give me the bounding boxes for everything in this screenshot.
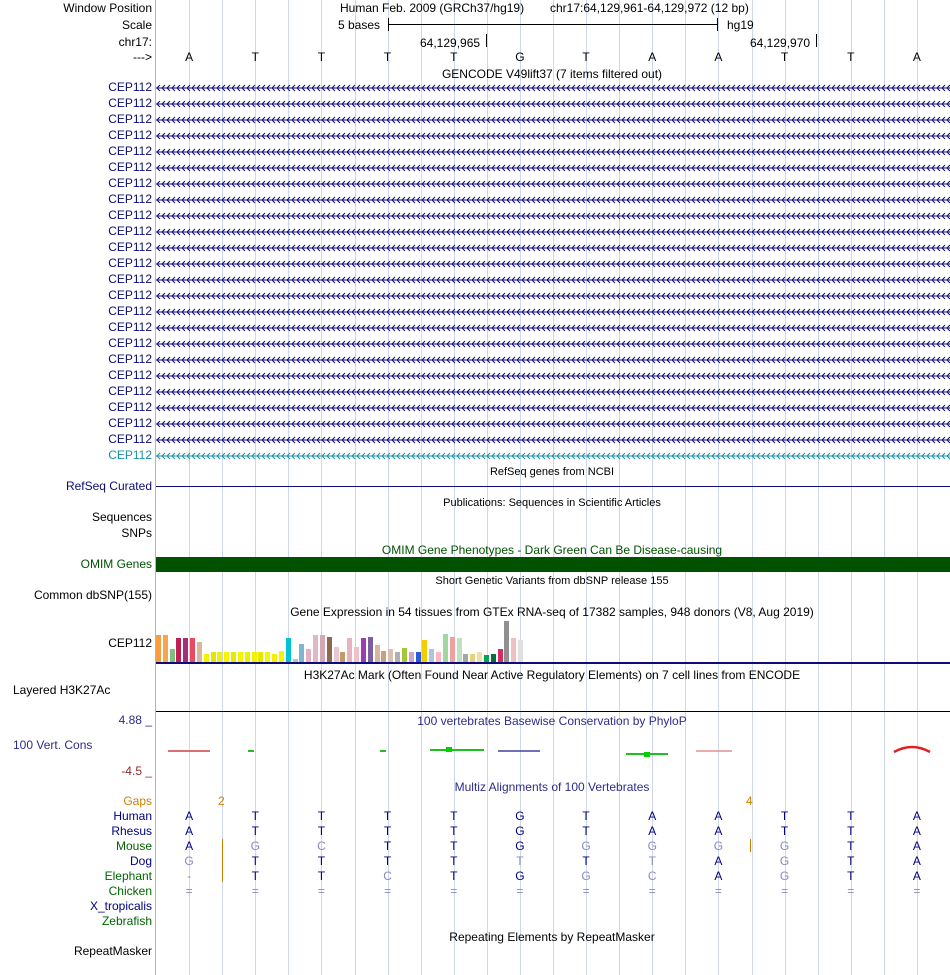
gencode-gene-label[interactable]: CEP112 <box>108 224 152 238</box>
position-label: chr17:64,129,961-64,129,972 (12 bp) <box>550 1 749 15</box>
gtex-tissue-bar[interactable] <box>320 635 325 662</box>
alignment-base: T <box>317 869 326 883</box>
alignment-base: T <box>450 824 458 838</box>
gtex-tissue-bar[interactable] <box>375 645 380 662</box>
gtex-tissue-bar[interactable] <box>422 640 427 662</box>
gencode-gene-label[interactable]: CEP112 <box>108 192 152 206</box>
gtex-tissue-bar[interactable] <box>265 652 270 662</box>
alignment-base: G <box>515 824 525 838</box>
alignment-base: T <box>582 824 590 838</box>
base-letter: G <box>515 50 525 64</box>
gencode-gene-model[interactable] <box>156 401 950 415</box>
gtex-tissue-bar[interactable] <box>163 635 168 662</box>
scale-bar <box>388 24 718 25</box>
alignment-base: T <box>450 854 458 868</box>
alignment-base: = <box>781 884 789 898</box>
scale-label: Scale <box>121 18 152 32</box>
repeatmasker-track-title: Repeating Elements by RepeatMasker <box>449 930 655 944</box>
alignment-base: A <box>912 854 921 868</box>
alignment-base: C <box>647 869 657 883</box>
gencode-gene-label[interactable]: CEP112 <box>108 176 152 190</box>
alignment-base: T <box>582 854 590 868</box>
gencode-gene-label[interactable]: CEP112 <box>108 384 152 398</box>
alignment-base: A <box>714 824 723 838</box>
alignment-base: T <box>317 809 326 823</box>
alignment-base: A <box>912 839 921 853</box>
gencode-gene-model[interactable] <box>156 385 950 399</box>
species-label-dog[interactable]: Dog <box>129 854 152 868</box>
gtex-tissue-bar[interactable] <box>183 638 188 662</box>
track-label-omim[interactable]: OMIM Genes <box>80 557 152 571</box>
gtex-tissue-bar[interactable] <box>170 649 175 662</box>
gencode-gene-model[interactable] <box>156 113 950 127</box>
base-letter: T <box>317 50 326 64</box>
gencode-gene-label[interactable]: CEP112 <box>108 304 152 318</box>
gtex-tissue-bar[interactable] <box>279 651 284 662</box>
scale-db-label: hg19 <box>727 18 754 32</box>
gtex-tissue-bar[interactable] <box>498 649 503 662</box>
publications-track-title: Publications: Sequences in Scientific Articles <box>443 497 661 509</box>
gencode-gene-label[interactable]: CEP112 <box>108 352 152 366</box>
gencode-gene-model[interactable] <box>156 305 950 319</box>
gencode-gene-model[interactable] <box>156 177 950 191</box>
refseq-gene-line[interactable] <box>156 486 950 487</box>
alignment-base: T <box>847 809 855 823</box>
gtex-tissue-bar[interactable] <box>306 649 311 662</box>
coord-label-1: 64,129,965 <box>420 36 481 50</box>
cons-segment <box>894 747 930 752</box>
track-labels-sidebar <box>0 0 155 975</box>
gencode-gene-label[interactable]: CEP112 <box>108 80 152 94</box>
alignment-base: T <box>648 854 656 868</box>
gtex-tissue-bar[interactable] <box>416 652 421 662</box>
cons-segment <box>380 750 386 752</box>
gencode-gene-model[interactable] <box>156 209 950 223</box>
base-letter: T <box>251 50 259 64</box>
alignment-base: A <box>648 809 657 823</box>
gtex-tissue-bar[interactable] <box>409 652 414 662</box>
alignment-base: G <box>581 839 591 853</box>
gtex-tissue-bar[interactable] <box>436 652 441 662</box>
base-letter: T <box>383 50 392 64</box>
gencode-gene-model[interactable] <box>156 273 950 287</box>
gencode-gene-model[interactable] <box>156 417 950 431</box>
base-letter: A <box>648 50 657 64</box>
alignment-base: G <box>713 839 724 853</box>
gap-count-2: 4 <box>746 794 753 808</box>
coord-tick-2 <box>816 34 817 47</box>
gtex-tissue-bar[interactable] <box>190 638 195 662</box>
alignment-base: A <box>185 809 194 823</box>
gencode-gene-label[interactable]: CEP112 <box>108 336 152 350</box>
alignment-base: = <box>384 884 392 898</box>
alignment-base: T <box>383 809 392 823</box>
alignment-base: T <box>847 854 855 868</box>
gtex-tissue-bar[interactable] <box>313 635 318 662</box>
gencode-gene-model[interactable] <box>156 145 950 159</box>
alignment-base: C <box>383 869 392 883</box>
alignment-base: T <box>383 854 392 868</box>
scale-bar-left-tick <box>388 18 389 31</box>
gencode-gene-model[interactable] <box>156 225 950 239</box>
gtex-tissue-bar[interactable] <box>368 637 373 662</box>
coord-tick-1 <box>486 34 487 47</box>
alignment-base: T <box>251 854 259 868</box>
gencode-gene-model[interactable] <box>156 321 950 335</box>
gtex-tissue-bar[interactable] <box>470 654 475 662</box>
gap-marker <box>222 839 223 882</box>
cons-segment <box>446 747 452 752</box>
alignment-base: G <box>647 839 657 853</box>
gencode-gene-label[interactable]: CEP112 <box>108 96 152 110</box>
gencode-gene-label[interactable]: CEP112 <box>108 240 152 254</box>
gtex-tissue-bar[interactable] <box>463 654 468 662</box>
track-label-refseq[interactable]: RefSeq Curated <box>65 479 152 493</box>
alignment-base: T <box>780 824 789 838</box>
gencode-gene-model[interactable] <box>156 97 950 111</box>
alignment-base: G <box>515 869 525 883</box>
gencode-gene-label[interactable]: CEP112 <box>108 272 152 286</box>
alignment-base: = <box>450 884 458 898</box>
cons-segment <box>430 749 484 751</box>
gtex-tissue-bar[interactable] <box>457 638 462 662</box>
gtex-tissue-bar[interactable] <box>272 654 277 662</box>
species-label-elephant[interactable]: Elephant <box>104 869 152 883</box>
gtex-tissue-bar[interactable] <box>224 652 229 662</box>
gencode-gene-label[interactable]: CEP112 <box>108 160 152 174</box>
alignment-base: = <box>317 884 325 898</box>
species-label-x_tropicalis[interactable]: X_tropicalis <box>89 899 152 913</box>
alignment-base: T <box>582 809 590 823</box>
gencode-gene-label[interactable]: CEP112 <box>108 416 152 430</box>
gtex-bar-chart[interactable] <box>156 620 950 662</box>
alignment-base: A <box>714 809 723 823</box>
gtex-tissue-bar[interactable] <box>327 637 332 662</box>
cons-min-label: -4.5 _ <box>121 764 152 778</box>
cons-wiggle[interactable] <box>156 738 950 778</box>
track-label-cons[interactable]: 100 Vert. Cons <box>13 738 93 752</box>
gencode-gene-label[interactable]: CEP112 <box>108 320 152 334</box>
scale-bases-label: 5 bases <box>338 18 381 32</box>
gap-count-1: 2 <box>218 794 225 808</box>
gencode-track-title: GENCODE V49lift37 (7 items filtered out) <box>441 67 663 81</box>
alignment-base: T <box>847 839 855 853</box>
alignment-base: = <box>648 884 656 898</box>
species-label-human[interactable]: Human <box>113 809 152 823</box>
strand-toggle[interactable]: ---> <box>133 50 152 64</box>
gtex-tissue-bar[interactable] <box>354 647 359 662</box>
gtex-tissue-bar[interactable] <box>443 634 448 662</box>
species-label-chicken[interactable]: Chicken <box>108 884 152 898</box>
refseq-track-title: RefSeq genes from NCBI <box>489 466 615 478</box>
base-letter: A <box>714 50 723 64</box>
gencode-gene-model[interactable] <box>156 193 950 207</box>
gencode-gene-model[interactable] <box>156 241 950 255</box>
gaps-label: Gaps <box>123 794 152 808</box>
gencode-gene-label[interactable]: CEP112 <box>108 112 152 126</box>
gencode-gene-model[interactable] <box>156 81 950 95</box>
gtex-tissue-bar[interactable] <box>231 652 236 662</box>
track-label-gtex-gene[interactable]: CEP112 <box>108 636 152 650</box>
gtex-tissue-bar[interactable] <box>197 642 202 662</box>
base-letter: T <box>450 50 458 64</box>
alignment-base: - <box>187 869 192 883</box>
window-position-label: Window Position <box>63 1 152 15</box>
multiz-track-title: Multiz Alignments of 100 Vertebrates <box>454 780 650 794</box>
omim-gene-bar[interactable] <box>156 557 950 572</box>
gencode-gene-label[interactable]: CEP112 <box>108 144 152 158</box>
alignment-base: A <box>185 824 194 838</box>
alignment-base: G <box>515 839 525 853</box>
base-letter: A <box>912 50 921 64</box>
gtex-tissue-bar[interactable] <box>176 638 181 662</box>
gtex-tissue-bar[interactable] <box>361 638 366 662</box>
cons-track-title: 100 vertebrates Basewise Conservation by PhyloP <box>417 714 687 728</box>
alignment-base: T <box>780 809 789 823</box>
gtex-tissue-bar[interactable] <box>238 652 243 662</box>
h3k27ac-track-title: H3K27Ac Mark (Often Found Near Active Regulatory Elements) on 7 cell lines from ENCODE <box>303 668 801 682</box>
gtex-tissue-bar[interactable] <box>286 638 291 662</box>
chrom-label: chr17: <box>118 35 152 49</box>
alignment-base: G <box>779 869 790 883</box>
base-letter: A <box>185 50 194 64</box>
alignment-base: T <box>317 824 326 838</box>
scale-bar-right-tick <box>717 18 718 31</box>
gencode-gene-model[interactable] <box>156 161 950 175</box>
alignment-base: A <box>912 869 921 883</box>
alignment-base: T <box>450 869 458 883</box>
gtex-tissue-bar[interactable] <box>477 652 482 662</box>
alignment-base: G <box>515 809 525 823</box>
species-label-rhesus[interactable]: Rhesus <box>111 824 152 838</box>
gtex-tissue-bar[interactable] <box>217 652 222 662</box>
gencode-gene-label[interactable]: CEP112 <box>108 288 152 302</box>
omim-track-title: OMIM Gene Phenotypes - Dark Green Can Be Disease-causing <box>381 543 723 557</box>
base-letter: T <box>780 50 789 64</box>
alignment-base: T <box>450 809 458 823</box>
alignment-base: A <box>714 869 723 883</box>
gtex-tissue-bar[interactable] <box>395 652 400 662</box>
gtex-tissue-bar[interactable] <box>450 637 455 662</box>
gtex-tissue-bar[interactable] <box>340 652 345 662</box>
gencode-gene-label[interactable]: CEP112 <box>108 448 152 462</box>
gtex-tissue-bar[interactable] <box>245 652 250 662</box>
alignment-base: C <box>317 839 326 853</box>
gencode-gene-model[interactable] <box>156 369 950 383</box>
alignment-base: T <box>847 869 855 883</box>
alignment-base: T <box>317 854 326 868</box>
alignment-base: = <box>251 884 259 898</box>
gtex-track-title: Gene Expression in 54 tissues from GTEx RNA-seq of 17382 samples, 948 donors (V8, Aug 2019) <box>290 605 814 619</box>
dbsnp-track-title: Short Genetic Variants from dbSNP release 155 <box>435 575 669 587</box>
track-label-snps[interactable]: SNPs <box>121 526 152 540</box>
gtex-tissue-bar[interactable] <box>484 655 489 662</box>
species-label-mouse[interactable]: Mouse <box>115 839 152 853</box>
gtex-tissue-bar[interactable] <box>156 635 161 662</box>
cons-segment <box>644 752 650 757</box>
cons-max-label: 4.88 _ <box>118 713 152 727</box>
species-label-zebrafish[interactable]: Zebrafish <box>101 914 152 928</box>
alignment-base: G <box>779 854 790 868</box>
gencode-gene-label[interactable]: CEP112 <box>108 208 152 222</box>
alignment-base: = <box>582 884 590 898</box>
gencode-gene-model[interactable] <box>156 449 950 463</box>
track-label-sequences[interactable]: Sequences <box>91 510 152 524</box>
alignment-base: G <box>184 854 194 868</box>
gtex-tissue-bar[interactable] <box>347 638 352 662</box>
base-letter: T <box>582 50 590 64</box>
gencode-gene-label[interactable]: CEP112 <box>108 256 152 270</box>
gencode-gene-model[interactable] <box>156 353 950 367</box>
gencode-gene-label[interactable]: CEP112 <box>108 400 152 414</box>
alignment-base: A <box>912 809 921 823</box>
alignment-base: T <box>251 869 259 883</box>
gtex-tissue-bar[interactable] <box>491 654 496 662</box>
alignment-base: T <box>251 824 259 838</box>
track-label-repeatmasker[interactable]: RepeatMasker <box>73 944 152 958</box>
gencode-gene-model[interactable] <box>156 337 950 351</box>
cons-segment <box>248 750 254 752</box>
tracks-panel[interactable] <box>156 0 950 975</box>
gencode-gene-model[interactable] <box>156 129 950 143</box>
gtex-tissue-bar[interactable] <box>402 648 407 662</box>
alignment-base: T <box>516 854 524 868</box>
gencode-gene-model[interactable] <box>156 257 950 271</box>
alignment-base: A <box>648 824 657 838</box>
alignment-base: = <box>516 884 524 898</box>
alignment-base: T <box>383 839 392 853</box>
alignment-base: = <box>847 884 855 898</box>
coord-label-2: 64,129,970 <box>750 36 811 50</box>
base-letter: T <box>847 50 855 64</box>
assembly-label: Human Feb. 2009 (GRCh37/hg19) <box>340 1 525 15</box>
gtex-tissue-bar[interactable] <box>334 647 339 662</box>
gtex-tissue-bar[interactable] <box>518 640 523 662</box>
gtex-tissue-bar[interactable] <box>511 638 516 662</box>
gap-marker <box>750 839 751 852</box>
gtex-tissue-bar[interactable] <box>429 649 434 662</box>
gencode-gene-model[interactable] <box>156 289 950 303</box>
track-label-h3k27ac[interactable]: Layered H3K27Ac <box>13 683 111 697</box>
gtex-tissue-bar[interactable] <box>204 654 209 662</box>
alignment-base: T <box>847 824 855 838</box>
h3k27ac-baseline <box>156 711 950 712</box>
alignment-base: A <box>714 854 723 868</box>
gtex-tissue-bar[interactable] <box>388 649 393 662</box>
alignment-base: G <box>581 869 591 883</box>
alignment-base: T <box>383 824 392 838</box>
alignment-base: G <box>779 839 790 853</box>
gtex-baseline <box>156 662 950 664</box>
alignment-base: = <box>714 884 722 898</box>
gtex-tissue-bar[interactable] <box>299 644 304 662</box>
alignment-base: A <box>185 839 194 853</box>
gtex-tissue-bar[interactable] <box>504 621 509 662</box>
alignment-base: = <box>913 884 921 898</box>
gtex-tissue-bar[interactable] <box>211 652 216 662</box>
alignment-base: A <box>912 824 921 838</box>
gencode-gene-model[interactable] <box>156 433 950 447</box>
gencode-gene-label[interactable]: CEP112 <box>108 432 152 446</box>
alignment-base: = <box>185 884 193 898</box>
gtex-tissue-bar[interactable] <box>252 652 257 662</box>
track-label-dbsnp[interactable]: Common dbSNP(155) <box>33 588 152 602</box>
gencode-gene-label[interactable]: CEP112 <box>108 368 152 382</box>
alignment-base: T <box>450 839 458 853</box>
gtex-tissue-bar[interactable] <box>258 652 263 662</box>
alignment-base: T <box>251 809 259 823</box>
gtex-tissue-bar[interactable] <box>381 651 386 662</box>
alignment-base: G <box>250 839 260 853</box>
gencode-gene-label[interactable]: CEP112 <box>108 128 152 142</box>
